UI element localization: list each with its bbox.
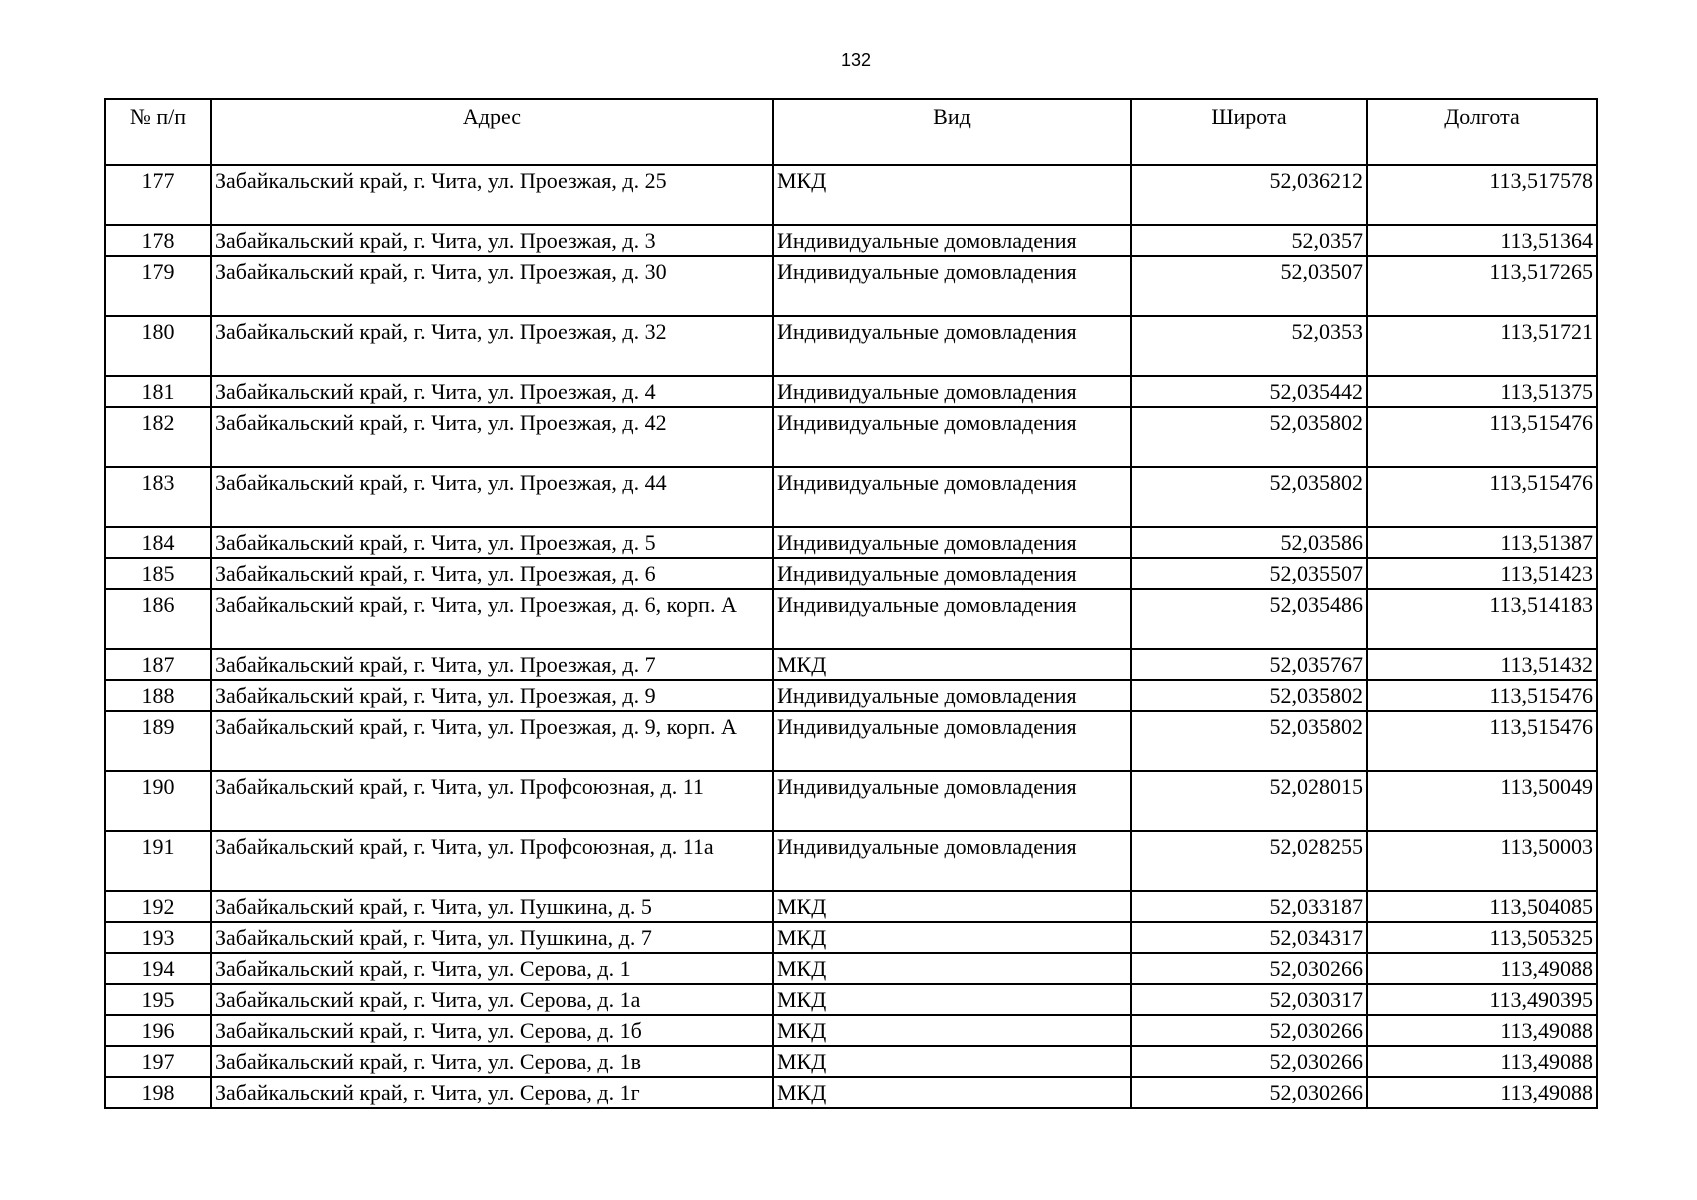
- table-row: [105, 922, 1597, 953]
- longitude-cell: 113,517578: [1367, 165, 1597, 225]
- longitude-cell: 113,50003: [1367, 831, 1597, 891]
- address-cell: Забайкальский край, г. Чита, ул. Проезжая, д. 9, корп. А: [211, 711, 773, 771]
- address-cell: Забайкальский край, г. Чита, ул. Серова, д. 1б: [211, 1015, 773, 1046]
- row-number-cell: 194: [105, 953, 211, 984]
- address-cell: Забайкальский край, г. Чита, ул. Профсоюзная, д. 11а: [211, 831, 773, 891]
- row-number-cell: 196: [105, 1015, 211, 1046]
- latitude-cell: 52,028015: [1131, 771, 1367, 831]
- row-number-cell: 185: [105, 558, 211, 589]
- table-row: [105, 316, 1597, 376]
- address-cell: Забайкальский край, г. Чита, ул. Серова, д. 1г: [211, 1077, 773, 1108]
- kind-cell: МКД: [773, 891, 1131, 922]
- latitude-cell: 52,028255: [1131, 831, 1367, 891]
- table-row: [105, 407, 1597, 467]
- address-cell: Забайкальский край, г. Чита, ул. Серова, д. 1: [211, 953, 773, 984]
- kind-cell: Индивидуальные домовладения: [773, 711, 1131, 771]
- address-cell: Забайкальский край, г. Чита, ул. Проезжая, д. 7: [211, 649, 773, 680]
- latitude-cell: 52,033187: [1131, 891, 1367, 922]
- longitude-cell: 113,51721: [1367, 316, 1597, 376]
- row-number-cell: 189: [105, 711, 211, 771]
- longitude-cell: 113,490395: [1367, 984, 1597, 1015]
- table-row: [105, 649, 1597, 680]
- longitude-cell: 113,51364: [1367, 225, 1597, 256]
- longitude-cell: 113,50049: [1367, 771, 1597, 831]
- table-row: [105, 1046, 1597, 1077]
- kind-cell: МКД: [773, 984, 1131, 1015]
- latitude-cell: 52,030317: [1131, 984, 1367, 1015]
- latitude-cell: 52,035486: [1131, 589, 1367, 649]
- address-cell: Забайкальский край, г. Чита, ул. Проезжая, д. 25: [211, 165, 773, 225]
- column-header-longitude: Долгота: [1367, 99, 1597, 165]
- longitude-cell: 113,504085: [1367, 891, 1597, 922]
- kind-cell: МКД: [773, 953, 1131, 984]
- address-cell: Забайкальский край, г. Чита, ул. Пушкина, д. 5: [211, 891, 773, 922]
- table-row: [105, 256, 1597, 316]
- kind-cell: Индивидуальные домовладения: [773, 831, 1131, 891]
- longitude-cell: 113,51432: [1367, 649, 1597, 680]
- latitude-cell: 52,0353: [1131, 316, 1367, 376]
- kind-cell: Индивидуальные домовладения: [773, 376, 1131, 407]
- address-cell: Забайкальский край, г. Чита, ул. Проезжая, д. 6: [211, 558, 773, 589]
- latitude-cell: 52,03507: [1131, 256, 1367, 316]
- page-number: 132: [840, 50, 872, 70]
- latitude-cell: 52,03586: [1131, 527, 1367, 558]
- latitude-cell: 52,036212: [1131, 165, 1367, 225]
- column-header-address: Адрес: [211, 99, 773, 165]
- table-row: [105, 891, 1597, 922]
- kind-cell: МКД: [773, 1015, 1131, 1046]
- kind-cell: Индивидуальные домовладения: [773, 467, 1131, 527]
- row-number-cell: 187: [105, 649, 211, 680]
- table-row: [105, 558, 1597, 589]
- table-header-row: [105, 99, 1597, 165]
- table-row: [105, 984, 1597, 1015]
- address-cell: Забайкальский край, г. Чита, ул. Проезжая, д. 3: [211, 225, 773, 256]
- longitude-cell: 113,51387: [1367, 527, 1597, 558]
- longitude-cell: 113,49088: [1367, 1015, 1597, 1046]
- longitude-cell: 113,51375: [1367, 376, 1597, 407]
- latitude-cell: 52,0357: [1131, 225, 1367, 256]
- address-cell: Забайкальский край, г. Чита, ул. Серова, д. 1в: [211, 1046, 773, 1077]
- table-row: [105, 165, 1597, 225]
- row-number-cell: 198: [105, 1077, 211, 1108]
- latitude-cell: 52,030266: [1131, 1046, 1367, 1077]
- longitude-cell: 113,49088: [1367, 1077, 1597, 1108]
- longitude-cell: 113,515476: [1367, 467, 1597, 527]
- address-cell: Забайкальский край, г. Чита, ул. Проезжая, д. 5: [211, 527, 773, 558]
- latitude-cell: 52,030266: [1131, 953, 1367, 984]
- longitude-cell: 113,49088: [1367, 1046, 1597, 1077]
- table-row: [105, 527, 1597, 558]
- kind-cell: МКД: [773, 165, 1131, 225]
- row-number-cell: 178: [105, 225, 211, 256]
- address-cell: Забайкальский край, г. Чита, ул. Проезжая, д. 32: [211, 316, 773, 376]
- latitude-cell: 52,035802: [1131, 467, 1367, 527]
- row-number-cell: 177: [105, 165, 211, 225]
- row-number-cell: 186: [105, 589, 211, 649]
- row-number-cell: 180: [105, 316, 211, 376]
- table-row: [105, 589, 1597, 649]
- table-row: [105, 771, 1597, 831]
- row-number-cell: 184: [105, 527, 211, 558]
- table-row: [105, 953, 1597, 984]
- row-number-cell: 192: [105, 891, 211, 922]
- latitude-cell: 52,035767: [1131, 649, 1367, 680]
- longitude-cell: 113,515476: [1367, 680, 1597, 711]
- kind-cell: Индивидуальные домовладения: [773, 558, 1131, 589]
- kind-cell: МКД: [773, 649, 1131, 680]
- address-cell: Забайкальский край, г. Чита, ул. Профсоюзная, д. 11: [211, 771, 773, 831]
- latitude-cell: 52,030266: [1131, 1077, 1367, 1108]
- table-row: [105, 680, 1597, 711]
- row-number-cell: 183: [105, 467, 211, 527]
- row-number-cell: 181: [105, 376, 211, 407]
- kind-cell: Индивидуальные домовладения: [773, 225, 1131, 256]
- data-table: [104, 98, 1598, 1109]
- kind-cell: Индивидуальные домовладения: [773, 407, 1131, 467]
- longitude-cell: 113,515476: [1367, 711, 1597, 771]
- longitude-cell: 113,514183: [1367, 589, 1597, 649]
- longitude-cell: 113,51423: [1367, 558, 1597, 589]
- row-number-cell: 191: [105, 831, 211, 891]
- table-row: [105, 1077, 1597, 1108]
- kind-cell: Индивидуальные домовладения: [773, 316, 1131, 376]
- table-row: [105, 225, 1597, 256]
- kind-cell: МКД: [773, 922, 1131, 953]
- kind-cell: Индивидуальные домовладения: [773, 680, 1131, 711]
- kind-cell: МКД: [773, 1077, 1131, 1108]
- latitude-cell: 52,035802: [1131, 711, 1367, 771]
- kind-cell: Индивидуальные домовладения: [773, 771, 1131, 831]
- kind-cell: МКД: [773, 1046, 1131, 1077]
- column-header-kind: Вид: [773, 99, 1131, 165]
- row-number-cell: 197: [105, 1046, 211, 1077]
- latitude-cell: 52,034317: [1131, 922, 1367, 953]
- address-cell: Забайкальский край, г. Чита, ул. Проезжая, д. 9: [211, 680, 773, 711]
- latitude-cell: 52,035507: [1131, 558, 1367, 589]
- row-number-cell: 188: [105, 680, 211, 711]
- row-number-cell: 195: [105, 984, 211, 1015]
- row-number-cell: 182: [105, 407, 211, 467]
- address-cell: Забайкальский край, г. Чита, ул. Проезжая, д. 30: [211, 256, 773, 316]
- latitude-cell: 52,035802: [1131, 680, 1367, 711]
- kind-cell: Индивидуальные домовладения: [773, 527, 1131, 558]
- table-row: [105, 831, 1597, 891]
- address-cell: Забайкальский край, г. Чита, ул. Пушкина, д. 7: [211, 922, 773, 953]
- latitude-cell: 52,035442: [1131, 376, 1367, 407]
- longitude-cell: 113,517265: [1367, 256, 1597, 316]
- column-header-number: № п/п: [105, 99, 211, 165]
- row-number-cell: 179: [105, 256, 211, 316]
- address-cell: Забайкальский край, г. Чита, ул. Проезжая, д. 42: [211, 407, 773, 467]
- latitude-cell: 52,030266: [1131, 1015, 1367, 1046]
- table-row: [105, 467, 1597, 527]
- address-cell: Забайкальский край, г. Чита, ул. Серова, д. 1а: [211, 984, 773, 1015]
- table-row: [105, 376, 1597, 407]
- row-number-cell: 190: [105, 771, 211, 831]
- column-header-latitude: Широта: [1131, 99, 1367, 165]
- kind-cell: Индивидуальные домовладения: [773, 589, 1131, 649]
- address-cell: Забайкальский край, г. Чита, ул. Проезжая, д. 4: [211, 376, 773, 407]
- latitude-cell: 52,035802: [1131, 407, 1367, 467]
- address-cell: Забайкальский край, г. Чита, ул. Проезжая, д. 6, корп. А: [211, 589, 773, 649]
- table-row: [105, 711, 1597, 771]
- table-row: [105, 1015, 1597, 1046]
- kind-cell: Индивидуальные домовладения: [773, 256, 1131, 316]
- address-cell: Забайкальский край, г. Чита, ул. Проезжая, д. 44: [211, 467, 773, 527]
- longitude-cell: 113,515476: [1367, 407, 1597, 467]
- table-body: [105, 165, 1597, 1108]
- row-number-cell: 193: [105, 922, 211, 953]
- longitude-cell: 113,505325: [1367, 922, 1597, 953]
- longitude-cell: 113,49088: [1367, 953, 1597, 984]
